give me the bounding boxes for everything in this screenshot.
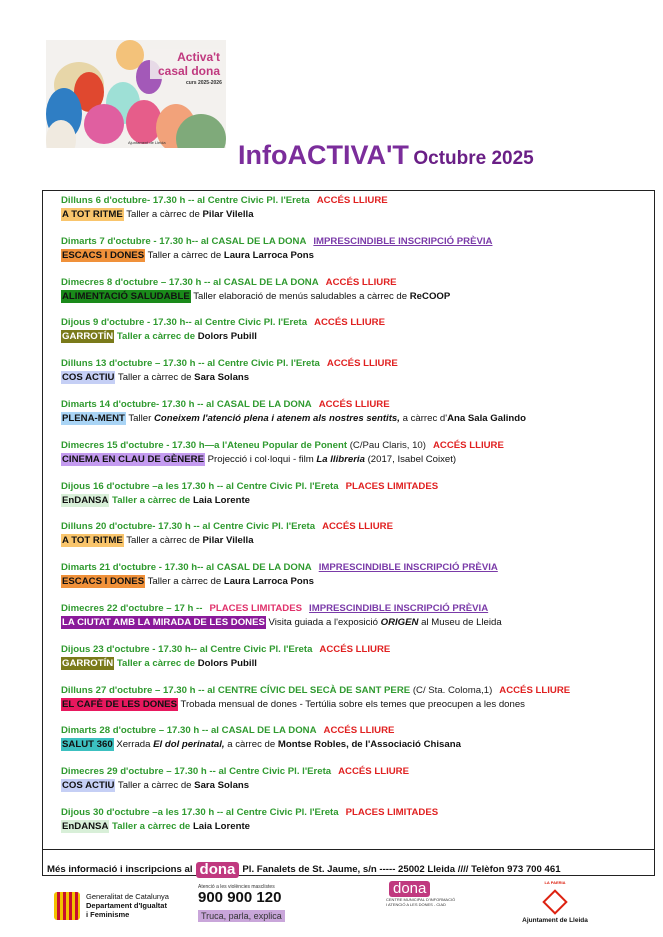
event-item: [43, 316, 654, 357]
ajt-name: Ajuntament de Lleida: [522, 917, 588, 924]
access-badge: ACCÉS LLIURE: [316, 195, 388, 206]
access-badge: PLACES LIMITADES: [209, 602, 303, 614]
logo-title-line1: Activa't: [177, 50, 220, 64]
description-segment: Taller a càrrec de: [123, 535, 203, 547]
description-segment: Ana Sala Galindo: [447, 412, 526, 424]
helpline-caption: Atenció a les violències masclistes: [198, 884, 275, 890]
logo-subtitle: curs 2025-2026: [186, 80, 222, 86]
activity-label: ESCACS I DONES: [62, 249, 145, 261]
access-badge: PLACES LIMITADES: [345, 806, 439, 818]
description-segment: Laia Lorente: [192, 494, 250, 506]
description-segment: Laia Lorente: [192, 820, 250, 832]
activity-label: GARROTÍN: [62, 331, 114, 343]
event-date: Dilluns 13 d'octubre – 17.30 h -- al Centre Civic Pl. l'Ereta: [61, 358, 320, 370]
description-segment: Taller a càrrec de: [109, 494, 193, 506]
event-date-line: [61, 520, 654, 533]
casal-dona-footer-logo: [386, 878, 456, 907]
activity-label: SALUT 360: [62, 739, 113, 751]
activity-label: EL CAFÈ DE LES DONES: [62, 698, 177, 710]
event-description-line: [61, 738, 654, 751]
event-date: Dimarts 21 d'octubre - 17.30 h-- al CASAL DE LA DONA: [61, 562, 312, 574]
event-date: Dimarts 14 d'octubre- 17.30 h -- al CASAL DE LA DONA: [61, 398, 312, 410]
description-segment: Xerrada: [113, 739, 154, 751]
info-prefix: Més informació i inscripcions al: [47, 864, 193, 875]
activity-label: COS ACTIU: [62, 780, 115, 792]
info-footer: [43, 849, 654, 876]
description-segment: Laura Larroca Pons: [223, 576, 314, 588]
description-segment: Taller a càrrec de: [114, 657, 198, 669]
description-segment: Taller a càrrec de: [109, 820, 193, 832]
event-description-line: [61, 208, 654, 221]
access-badge: ACCÉS LLIURE: [319, 643, 391, 655]
activity-label: COS ACTIU: [62, 372, 115, 384]
event-date-line: [61, 357, 654, 370]
event-item: [43, 561, 654, 602]
description-segment: Montse Robles, de l'Associació Chisana: [277, 739, 461, 751]
description-segment: Trobada mensual de dones - Tertúlia sobre els temes que preocupen a les dones: [177, 698, 525, 710]
description-segment: al Museu de Lleida: [418, 616, 502, 628]
event-item: [43, 235, 654, 276]
description-segment: Taller a càrrec de: [145, 576, 224, 588]
event-date: Dimarts 28 d'octubre – 17.30 h -- al CASAL DE LA DONA: [61, 725, 317, 737]
description-segment: El dol perinatal,: [153, 739, 225, 751]
event-date-line: [61, 194, 654, 207]
event-date-line: [61, 235, 654, 248]
sponsor-logos: [0, 878, 663, 928]
event-description-line: [61, 249, 654, 262]
event-description-line: [61, 494, 654, 507]
event-description-line: [61, 820, 654, 833]
event-item: [43, 398, 654, 439]
event-date-line: [61, 561, 654, 574]
page-title: [238, 140, 534, 171]
activity-label: ESCACS I DONES: [62, 576, 145, 588]
event-date: Dilluns 27 d'octubre – 17.30 h -- al CENTRE CÍVIC DEL SECÀ DE SANT PERE: [61, 684, 411, 696]
events-box: [42, 190, 655, 876]
event-date: Dilluns 6 d'octubre- 17.30 h -- al Centre Civic Pl. l'Ereta: [61, 195, 310, 206]
event-date-line: [61, 398, 654, 411]
event-date-line: [61, 684, 654, 697]
events-list: [43, 194, 654, 847]
event-item: [43, 276, 654, 317]
generalitat-logo: [54, 892, 169, 919]
activity-label: GARROTÍN: [62, 657, 114, 669]
event-item: [43, 194, 654, 235]
event-date-line: [61, 316, 654, 329]
event-date-line: [61, 276, 654, 289]
access-badge: ACCÉS LLIURE: [322, 521, 393, 533]
logo-title: [150, 49, 222, 79]
event-item: [43, 765, 654, 806]
event-date: Dimecres 22 d'octubre – 17 h --: [61, 602, 203, 614]
access-badge: ACCÉS LLIURE: [323, 725, 395, 737]
access-badge: ACCÉS LLIURE: [432, 439, 504, 451]
lleida-shield-icon: [542, 889, 567, 914]
description-segment: Taller a càrrec de: [145, 249, 224, 261]
ajt-caption: LA PAERIA: [544, 880, 566, 885]
event-date-line: [61, 643, 654, 656]
description-segment: Pilar Vilella: [202, 535, 254, 547]
title-month: Octubre 2025: [413, 148, 534, 169]
event-description-line: [61, 657, 654, 670]
event-date: Dimecres 8 d'octubre – 17.30 h -- al CASAL DE LA DONA: [61, 276, 319, 288]
description-segment: Projecció i col·loqui - film: [204, 453, 317, 465]
description-segment: Taller a càrrec de: [123, 209, 203, 220]
event-date-line: [61, 765, 654, 778]
event-description-line: [61, 290, 654, 303]
activity-label: A TOT RITME: [62, 209, 123, 220]
activity-label: EnDANSA: [62, 820, 109, 832]
access-badge: IMPRESCINDIBLE INSCRIPCIÓ PRÈVIA: [318, 562, 498, 574]
event-date-line: [61, 724, 654, 737]
casal-dona-logo: dona: [196, 862, 240, 878]
access-badge: PLACES LIMITADES: [345, 480, 439, 492]
event-item: [43, 724, 654, 765]
event-address: (C/Pau Claris, 10): [347, 439, 426, 451]
event-date-line: [61, 439, 654, 452]
event-date: Dijous 23 d'octubre - 17.30 h-- al Centre Civic Pl. l'Ereta: [61, 643, 313, 655]
gen-line3: i Feminisme: [86, 910, 130, 919]
event-description-line: [61, 534, 654, 547]
event-item: [43, 602, 654, 643]
activity-label: PLENA-MENT: [62, 412, 125, 424]
event-date: Dijous 30 d'octubre –a les 17.30 h -- al Centre Civic Pl. l'Ereta: [61, 806, 339, 818]
event-item: [43, 520, 654, 561]
event-description-line: [61, 616, 654, 629]
event-item: [43, 684, 654, 725]
access-badge: ACCÉS LLIURE: [318, 398, 390, 410]
cdona-caption: CENTRE MUNICIPAL D'INFORMACIÓ I ATENCIÓ A LES DONES - CIAD: [386, 897, 456, 907]
access-badge: ACCÉS LLIURE: [326, 358, 398, 370]
description-segment: Dolors Pubill: [197, 657, 257, 669]
event-description-line: [61, 698, 654, 711]
event-date: Dijous 16 d'octubre –a les 17.30 h -- al Centre Civic Pl. l'Ereta: [61, 480, 339, 492]
event-date: Dilluns 20 d'octubre- 17.30 h -- al Centre Civic Pl. l'Ereta: [61, 521, 316, 533]
event-description-line: [61, 371, 654, 384]
description-segment: Taller a càrrec de: [115, 780, 195, 792]
event-address: (C/ Sta. Coloma,1): [410, 684, 493, 696]
helpline-tagline: Truca, parla, explica: [198, 910, 285, 922]
description-segment: La llibreria: [316, 453, 365, 465]
event-item: [43, 480, 654, 521]
description-segment: Coneixem l'atenció plena i atenem als nostres sentits,: [153, 412, 400, 424]
description-segment: Taller: [125, 412, 154, 424]
event-description-line: [61, 330, 654, 343]
description-segment: a càrrec d': [399, 412, 448, 424]
description-segment: Laura Larroca Pons: [223, 249, 314, 261]
description-segment: Pilar Vilella: [202, 209, 254, 220]
senyera-icon: [54, 892, 80, 920]
access-badge: ACCÉS LLIURE: [338, 766, 409, 778]
title-main: InfoACTIVA'T: [238, 140, 409, 170]
gen-line2: Departament d'Igualtat: [86, 901, 167, 910]
header-illustration: [46, 40, 226, 148]
event-item: [43, 643, 654, 684]
event-description-line: [61, 779, 654, 792]
description-segment: Taller a càrrec de: [114, 331, 198, 343]
event-date-line: [61, 480, 654, 493]
event-date-line: [61, 806, 654, 819]
activity-label: CINEMA EN CLAU DE GÈNERE: [62, 453, 204, 465]
event-date: Dimecres 15 d'octubre - 17.30 h—a l'Ateneu Popular de Ponent: [61, 439, 348, 451]
activity-label: EnDANSA: [62, 494, 109, 506]
access-badge: IMPRESCINDIBLE INSCRIPCIÓ PRÈVIA: [313, 235, 493, 247]
activity-label: ALIMENTACIÓ SALUDABLE: [62, 290, 190, 302]
gen-line1: Generalitat de Catalunya: [86, 892, 169, 901]
event-item: [43, 357, 654, 398]
access-badge: ACCÉS LLIURE: [314, 317, 385, 329]
event-date: Dimecres 29 d'octubre – 17.30 h -- al Centre Civic Pl. l'Ereta: [61, 766, 332, 778]
description-segment: Taller elaboració de menús saludables a càrrec de: [190, 290, 410, 302]
access-badge: IMPRESCINDIBLE INSCRIPCIÓ PRÈVIA: [309, 602, 489, 614]
event-description-line: [61, 453, 654, 466]
description-segment: Sara Solans: [194, 372, 250, 384]
ajuntament-logo: [520, 880, 590, 924]
cdona-name: dona: [389, 881, 430, 897]
event-date: Dijous 9 d'octubre - 17.30 h-- al Centre Civic Pl. l'Ereta: [61, 317, 308, 329]
info-address: Pl. Fanalets de St. Jaume, s/n ----- 25002 Lleida //// Telèfon 973 700 461: [242, 864, 561, 875]
description-segment: ReCOOP: [409, 290, 451, 302]
access-badge: ACCÉS LLIURE: [499, 684, 571, 696]
event-item: [43, 439, 654, 480]
event-date: Dimarts 7 d'octubre - 17.30 h-- al CASAL DE LA DONA: [61, 235, 307, 247]
event-description-line: [61, 412, 654, 425]
description-segment: Visita guiada a l'exposició: [265, 616, 381, 628]
event-description-line: [61, 575, 654, 588]
description-segment: Dolors Pubill: [197, 331, 257, 343]
description-segment: Taller a càrrec de: [115, 372, 195, 384]
access-badge: ACCÉS LLIURE: [325, 276, 397, 288]
description-segment: a càrrec de: [224, 739, 278, 751]
description-segment: (2017, Isabel Coixet): [364, 453, 457, 465]
helpline-logo: [198, 884, 285, 924]
description-segment: ORIGEN: [380, 616, 419, 628]
activity-label: LA CIUTAT AMB LA MIRADA DE LES DONES: [62, 616, 265, 628]
logo-org: Ajuntament de Lleida: [128, 140, 166, 145]
logo-title-line2: casal dona: [157, 64, 220, 78]
helpline-number: 900 900 120: [198, 889, 282, 906]
description-segment: Sara Solans: [194, 780, 250, 792]
activity-label: A TOT RITME: [62, 535, 123, 547]
event-date-line: [61, 602, 654, 615]
event-item: [43, 806, 654, 847]
